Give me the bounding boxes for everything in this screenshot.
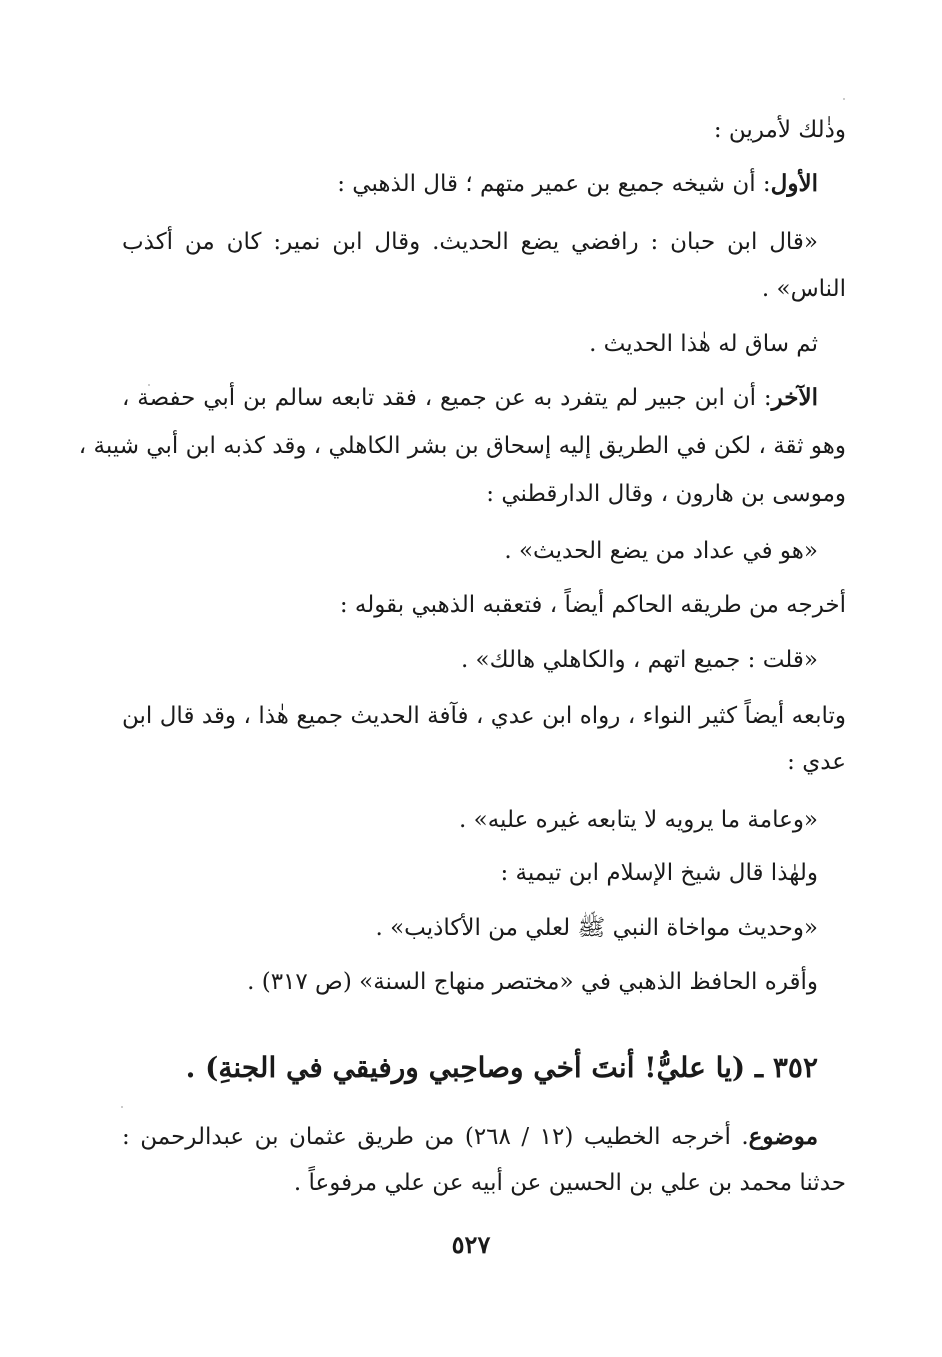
text-line-6-body: : أن ابن جبير لم يتفرد به عن جميع ، فقد تابعه سالم بن أبي حفصة ، (122, 385, 772, 411)
text-line-13: عدي : (787, 749, 846, 775)
text-line-11: «قلت : جميع اتهم ، والكاهلي هالك» . (460, 647, 818, 673)
text-line-7: وهو ثقة ، لكن في الطريق إليه إسحاق بن بشر الكاهلي ، وقد كذبه ابن أبي شيبة ، (78, 433, 846, 459)
text-line-9: «هو في عداد من يضع الحديث» . (504, 538, 818, 564)
text-line-1: وذٰلك لأمرين : (713, 117, 846, 143)
hadith-heading: ٣٥٢ ـ (يا عليُّ! أنتَ أخي وصاحِبي ورفيقي في الجنةِ) . (185, 1051, 818, 1084)
scan-speck (843, 98, 845, 100)
text-line-14: «وعامة ما يرويه لا يتابعه غيره عليه» . (459, 807, 818, 833)
text-line-2-body: : أن شيخه جميع بن عمير متهم ؛ قال الذهبي : (337, 171, 771, 197)
text-line-4: الناس» . (761, 276, 846, 302)
verdict-label: موضوع (748, 1123, 819, 1150)
text-line-18 (122, 1121, 818, 1153)
paragraph-label-first: الأول (770, 170, 818, 197)
text-line-3: «قال ابن حبان : رافضي يضع الحديث. وقال ابن نمير: كان من أكذب (122, 229, 818, 255)
text-line-2 (337, 168, 818, 200)
text-line-5: ثم ساق له هٰذا الحديث . (589, 331, 818, 357)
text-line-16: «وحديث مواخاة النبي ﷺ لعلي من الأكاذيب» . (375, 915, 818, 941)
scan-speck (121, 1106, 123, 1108)
text-line-10: أخرجه من طريقه الحاكم أيضاً ، فتعقبه الذهبي بقوله : (339, 592, 846, 618)
paragraph-label-last: الآخر (771, 384, 818, 411)
text-line-12: وتابعه أيضاً كثير النواء ، رواه ابن عدي ، فآفة الحديث جميع هٰذا ، وقد قال ابن (122, 703, 846, 729)
text-line-6 (122, 382, 818, 414)
text-line-8: وموسى بن هارون ، وقال الدارقطني : (486, 481, 846, 507)
text-line-19: حدثنا محمد بن علي بن الحسين عن أبيه عن علي مرفوعاً . (293, 1170, 846, 1196)
text-line-17: وأقره الحافظ الذهبي في «مختصر منهاج السنة» (ص ٣١٧) . (247, 969, 818, 995)
page-number: ٥٢٧ (451, 1230, 491, 1259)
text-line-15: ولهٰذا قال شيخ الإسلام ابن تيمية : (500, 860, 818, 886)
text-line-18-body: . أخرجه الخطيب (١٢ / ٢٦٨) من طريق عثمان بن عبدالرحمن : (122, 1124, 749, 1150)
